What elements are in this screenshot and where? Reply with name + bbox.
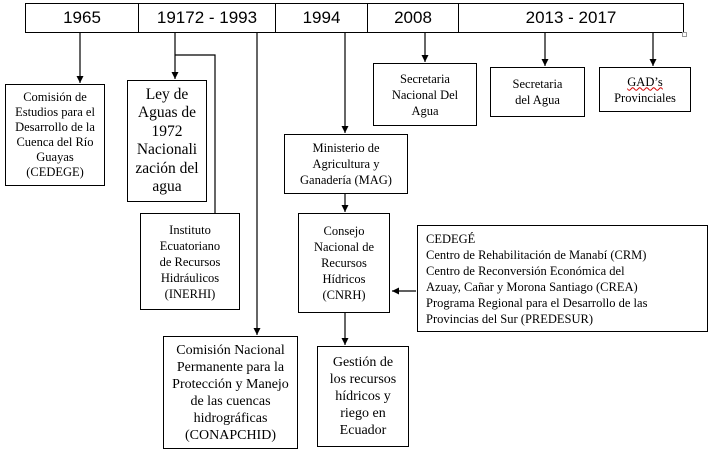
box-gestion-recursos-hidricos: Gestión de los recursos hídricos y riego en Ecuador <box>317 346 409 447</box>
box-mag: Ministerio de Agricultura y Ganadería (MAG) <box>284 134 408 194</box>
box-secretaria-del-agua: Secretaria del Agua <box>490 67 585 117</box>
box-senagua: Secretaria Nacional Del Agua <box>373 63 477 126</box>
timeline-year-1965: 1965 <box>26 4 139 32</box>
gads-label: GAD’s <box>627 74 663 89</box>
box-gads-provinciales <box>599 67 691 112</box>
box-cnrh: Consejo Nacional de Recursos Hídricos (CNRH) <box>298 213 390 313</box>
box-conapchid: Comisión Nacional Permanente para la Protección y Manejo de las cuencas hidrográficas (CONAPCHID) <box>163 336 298 449</box>
box-cedege: Comisión de Estudios para el Desarrollo de la Cuenca del Río Guayas (CEDEGE) <box>5 84 105 186</box>
provinciales-label: Provinciales <box>614 90 676 105</box>
box-ley-aguas-1972: Ley de Aguas de 1972 Nacionali zación del agua <box>127 80 207 202</box>
resize-handle <box>682 32 687 37</box>
timeline-year-1972-1993: 19172 - 1993 <box>139 4 276 32</box>
timeline-bar <box>25 3 684 33</box>
box-regional-organizations: CEDEGÉ Centro de Rehabilitación de Manabí (CRM) Centro de Reconversión Económica del Azuay, Cañar y Morona Santiago (CREA) Programa Regional para el Desarrollo de las Provincias del Sur (PREDESUR) <box>417 225 708 332</box>
box-inerhi: Instituto Ecuatoriano de Recursos Hidráulicos (INERHI) <box>140 213 240 310</box>
timeline-year-1994: 1994 <box>276 4 368 32</box>
timeline-year-2013-2017: 2013 - 2017 <box>525 8 617 27</box>
timeline-year-2008: 2008 <box>368 4 459 32</box>
